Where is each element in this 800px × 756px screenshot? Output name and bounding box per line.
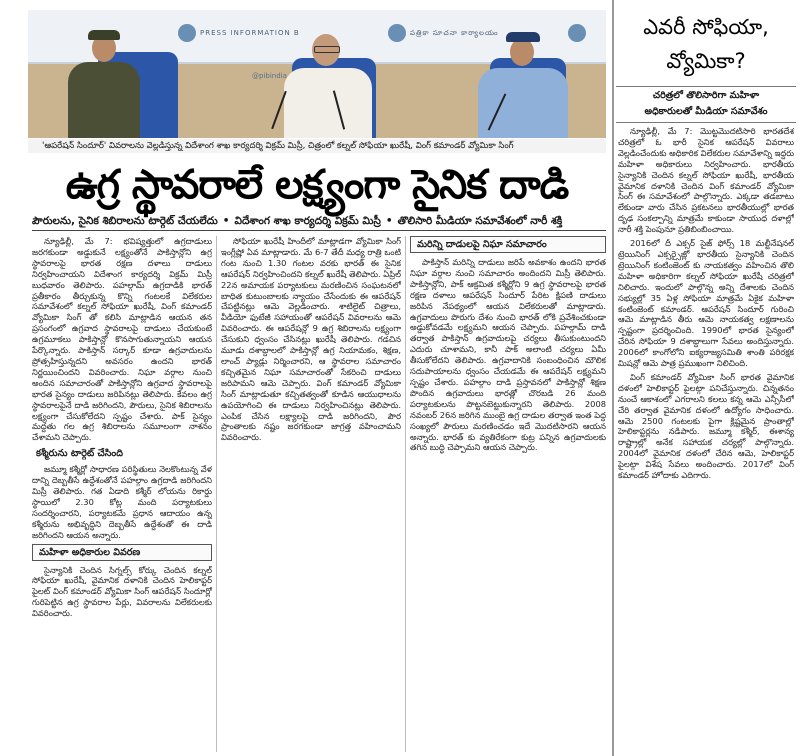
subline-part1: పౌరులను, సైనిక శిబిరాలను టార్గెట్ చేయలేదు — [32, 215, 218, 227]
photo-caption: 'ఆపరేషన్ సిందూర్' వివరాలను వెల్లడిస్తున్న విదేశాంగ శాఖ కార్యదర్శి విక్రమ్ మిస్రీ, చిత్రంలో కల్నల్ సోఫియా ఖురేషీ, వింగ్ కమాండర్ వ్యోమికా సింగ్ — [28, 139, 606, 153]
paragraph: న్యూఢిల్లీ, మే 7: మొట్టమొదటిసారి భారతదేశ చరిత్రలో ఓ భారీ సైనిక ఆపరేషన్ వివరాలు వెల్లడించేందుకు అధికారిక విలేకరుల సమావేశాన్ని ఇద్దరు మహిళా అధికారులు నిర్వహించారు. భారతీయ సైన్యానికి చెందిన కల్నల్ సోఫియా ఖురేషీ, భారతీయ వైమానిక దళానికి చెందిన వింగ్ కమాండర్ వ్యోమికా సింగ్ ఈ సమావేశంలో పాల్గొన్నారు. ఎక్కడా తడబాటు లేకుండా వారు చేసిన ప్రకటనలు భారతీయుల్లో భారత దృఢ సంకల్పాన్ని మాత్రమే కాకుండా సాయుధ దళాల్లో నారీ శక్తి పెంపునూ ప్రతిబింబించాయి. — [618, 126, 794, 235]
paragraph: సోఫియా ఖురేషీ హిందీలో మాట్లాడగా వ్యోమికా సింగ్ ఇంగ్లీష్లో ఏవ మాట్లాడారు. మే 6-7 తేదీ మధ్య రాత్రి ఒంటి గంట నుంచి 1.30 గంటల వరకు భారత్ ఈ సైనిక ఆపరేషన్ నిర్వహించిందని కల్నల్ ఖురేషీ తెలిపారు. ఏప్రిల్ 22న అమాయక పర్యాటకులు మరణించిన సంఘటనలో బాధిత కుటుంబాలకు న్యాయం చేసేందుకు ఈ ఆపరేషన్ చేపట్టినట్లు ఆమె వెల్లడించారు. శాటిలైట్ చిత్రాలు, వీడియో ఫుటేజీ సహాయంతో ఆపరేషన్ వివరాలను ఆమె వివరించారు. ఈ ఆపరేషన్లో 9 ఉగ్ర శిబిరాలను లక్ష్యంగా చేసుకుని ధ్వంసం చేసినట్లు ఖురేషీ తెలిపారు. గడచిన మూడు దశాబ్దాలలో పాకిస్తాన్లో ఉగ్ర నియామకం, శిక్షణ, లాంచ్ ప్యాడ్లు నిర్మించారని, ఆ స్థావరాల సమాచారం కచ్చితమైన నిఘా సమాచారంతో సేకరించి దాడులు జరిపామని ఆమె చెప్పారు. వింగ్ కమాండర్ వ్యోమికా సింగ్ మాట్లాడుతూ కచ్చితత్వంతో కూడిన ఆయుధాలను ఉపయోగించి ఈ దాడులు నిర్వహించినట్లు తెలిపారు. ఎంపిక చేసిన లక్ష్యాలపై దాడి జరిగిందని, పౌర ప్రాంతాలకు నష్టం జరగకుండా జాగ్రత్త వహించామని వివరించారు. — [221, 236, 401, 443]
sidebar-subtitle — [616, 86, 796, 123]
officer-sofiya — [58, 30, 148, 138]
sidebar-body — [618, 126, 794, 756]
sidebar-divider — [612, 0, 614, 756]
press-conference-photo — [28, 10, 606, 138]
article-column-2 — [221, 236, 401, 752]
section-heading: మరిన్ని దాడులపై నిఘా సమాచారం — [410, 236, 606, 253]
officer-vyomika — [468, 32, 578, 138]
article-column-3 — [410, 236, 606, 752]
hashtag-text: @pibindia — [252, 72, 287, 80]
sidebar-article — [616, 4, 796, 756]
sidebar-title-line1: ఎవరీ సోఫియా, — [643, 15, 769, 39]
headline: ఉగ్ర స్థావరాలే లక్ష్యంగా సైనిక దాడి — [65, 162, 569, 208]
subline-part3: తొలిసారి మీడియా సమావేశంలో నారీ శక్తి — [397, 215, 563, 227]
sidebar-title-line2: వ్యోమికా? — [666, 49, 746, 73]
paragraph: వింగ్ కమాండర్ వ్యోమికా సింగ్ భారత వైమానిక దళంలో హెలికాప్టర్ పైలట్గా పనిచేస్తున్నారు. చిన్నతనం నుంచే ఆకాశంలో ఎగరాలని కలలు కన్న ఆమె ఎన్సీసీలో చేరి తర్వాత వైమానిక దళంలో ఉద్యోగం సాధించారు. ఆమె 2500 గంటలకు పైగా క్లిష్టమైన ప్రాంతాల్లో హెలికాప్టర్లను నడిపారు. జమ్మూ కశ్మీర్, ఈశాన్య రాష్ట్రాల్లో అనేక సహాయక చర్యల్లో పాల్గొన్నారు. 2004లో వైమానిక దళంలో చేరిన ఆమె, హెలికాప్టర్ పైలట్గా విశేష సేవలు అందించారు. 2017లో వింగ్ కమాండర్ హోదాకు ఎదిగారు. — [618, 371, 794, 481]
paragraph: సైన్యానికి చెందిన సిగ్నల్స్ కోర్కు చెందిన కల్నల్ సోఫియా ఖురేషీ, వైమానిక దళానికి చెందిన హెలికాప్టర్ పైలట్ వింగ్ కమాండర్ వ్యోమికా సింగ్ ఆపరేషన్ సిందూర్లో గురిపెట్టిన ఉగ్ర స్థావరాల పేర్లు, వివరాలను విలేకరులకు వివరించారు. — [32, 564, 212, 619]
pib-logo-icon — [388, 24, 406, 42]
paragraph: న్యూఢిల్లీ, మే 7: భవిష్యత్తులో ఉగ్రదాడులు జరగకుండా అడ్డుకునే లక్ష్యంతోనే పాకిస్తాన్లోని ఉగ్ర స్థావరాలపై భారత రక్షణ దళాలు దాడులు నిర్వహించాయని విదేశాంగ కార్యదర్శి విక్రమ్ మిస్రీ బుధవారం తెలిపారు. పహల్గామ్ ఉగ్రదాడికి భారత్ ప్రతీకారం తీర్చుకున్న కొన్ని గంటలకే విలేకరుల సమావేశంలో కల్నల్ సోఫియా ఖురేషీ, వింగ్ కమాండర్ వ్యోమికా సింగ్ తో కలిసి మాట్లాడిన ఆయన తన ప్రసంగంలో ఉగ్రవాద స్థావరాలపై దాడులు చేయకుంటే ఉగ్రమూకలు పాకిస్తాన్లో కొనసాగుతున్నాయని ఆయన పేర్కొన్నారు. పాకిస్తాన్ సర్కార్ కూడా ఉగ్రవాదులను ప్రోత్సహిస్తున్నదని అవసరం ఉందని భారత్ నిర్ణయించిందని వివరించారు. నిఘా వర్గాల నుంచి అందిన సమాచారంతో పాకిస్తాన్లోని ఉగ్రవాద స్థావరాలపై భారత సైన్యం దాడులు జరిపినట్లు తెలిపారు. కేవలం ఉగ్ర స్థావరాలపైనే దాడి జరిగిందని, పౌరులు, సైనిక శిబిరాలను లక్ష్యంగా చేసుకోలేదని స్పష్టం చేశారు. పాక్ సైన్యం మద్దతు గల ఉగ్ర శిబిరాలను సమూలంగా నాశనం చేశామని చెప్పారు. — [32, 236, 212, 443]
sidebar-subtitle-line1: చరిత్రలో తొలిసారిగా మహిళా — [652, 90, 760, 101]
column-divider — [216, 236, 217, 752]
backdrop-text: PRESS INFORMATION B — [200, 29, 300, 37]
section-heading: మహిళా అధికారుల వివరణ — [32, 544, 212, 561]
subline-part2: విదేశాంగ శాఖ కార్యదర్శి విక్రమ్ మిస్రీ — [234, 215, 381, 227]
column-divider — [405, 236, 406, 752]
bullet-icon: • — [385, 215, 393, 227]
paragraph: జమ్మూ కశ్మీర్లో సాధారణ పరిస్థితులు నెలకొంటున్న వేళ దాన్ని దెబ్బతీసే ఉద్దేశంతోనే పహల్గాం ఉగ్రదాడి జరిగిందని మిస్రీ తెలిపారు. గత ఏడాది కశ్మీర్ లోయను రికార్డు స్థాయిలో 2.30 కోట్ల మంది పర్యాటకులు సందర్శించారని, పర్యాటకమే ప్రధాన ఆదాయం ఉన్న కశ్మీరును అభివృద్ధిని దెబ్బతీసే ఉద్దేశంతో ఈ దాడి జరిగిందని ఆయన అన్నారు. — [32, 464, 212, 540]
section-heading: కశ్మీరును టార్గెట్ చేసింది — [36, 448, 123, 460]
vikram-misri — [268, 32, 388, 138]
bullet-icon: • — [222, 215, 230, 227]
sidebar-title — [616, 10, 796, 80]
sidebar-subtitle-line2: అధికారులతో మీడియా సమావేశం — [644, 106, 768, 117]
paragraph: పాకిస్తాన్ మరిన్ని దాడులు జరిపే అవకాశం ఉందని భారత నిఘా వర్గాల నుంచి సమాచారం అందిందని మిస్రీ తెలిపారు. పాకిస్తాన్లోని, పాక్ ఆక్రమిత కశ్మీర్లోని 9 ఉగ్ర స్థావరాలపై భారత రక్షణ దళాలు ఆపరేషన్ సిందూర్ పేరిట క్షిపణి దాడులు జరిపిన నేపథ్యంలో ఆయన విలేకరులతో మాట్లాడారు. ఉగ్రవాదులు పొరుగు దేశం నుంచి భారత్ లోకి ప్రవేశించకుండా అడ్డుకోవడమే లక్ష్యమని ఆయన చెప్పారు. పహల్గామ్ దాడి తర్వాత పాకిస్తాన్ ఉగ్రవాదులపై చర్యలు తీసుకుంటుందని ఎదురు చూశామని, కానీ పాక్ అలాంటి చర్యలు ఏమీ తీసుకోలేదని తెలిపారు. ఉగ్రవాదానికి సంబంధించిన మౌలిక సదుపాయాలను ధ్వంసం చేయడమే ఈ ఆపరేషన్ లక్ష్యమని స్పష్టం చేశారు. పహల్గాం దాడి ప్రస్తావనలో పాకిస్తాన్లో శిక్షణ పొందిన ఉగ్రవాదులు భారత్లో చొరబడి 26 మంది పర్యాటకులను పొట్టనబెట్టుకున్నారని తెలిపారు. 2008 నవంబర్ 26న జరిగిన ముంబై ఉగ్ర దాడుల తర్వాత ఇంత పెద్ద సంఖ్యలో పౌరులు మరణించడం ఇదే మొదటిసారని ఆయన అన్నారు. భారత్ కు వ్యతిరేకంగా కుట్ర పన్నిన ఉగ్రవాదులకు తగిన బుద్ధి చెప్పామని ఆయన చెప్పారు. — [410, 257, 606, 453]
pib-logo-icon — [178, 24, 196, 42]
subheadline — [32, 212, 606, 231]
article-column-1 — [32, 236, 212, 752]
backdrop-text-telugu: పత్రికా సూచనా కార్యాలయం — [410, 29, 499, 37]
paragraph: 2016లో దీ ఎక్సర్ సైజ్ ఫోర్స్ 18 మల్టీనేషనల్ ట్రెయినింగ్ ఎక్సర్సైజ్లో భారతీయ సైన్యానికి చెందిన ట్రెయినింగ్ కంటింజెంట్ కు నాయకత్వం వహించిన తొలి మహిళా అధికారిగా కల్నల్ సోఫియా ఖురేషీ చరిత్రలో నిలిచారు. ఇందులో పాల్గొన్న అన్ని దేశాలకు చెందిన సభ్యుల్లో 35 ఏళ్ల సోఫియా మాత్రమే ఏకైక మహిళా కంటింజెంట్ కమాండర్. ఆపరేషన్ సిందూర్ గురించి ఆమె మాట్లాడిన తీరు ఆమె నాయకత్వ లక్షణాలను స్పష్టంగా ప్రదర్శించింది. 1990లో భారత సైన్యంలో చేరిన సోఫియా 9 దశాబ్దాలుగా సేవలు అందిస్తున్నారు. 2006లో కాంగోలోని ఐక్యరాజ్యసమితి శాంతి పరిరక్షక మిషన్లో ఆమె పాత్ర ప్రముఖంగా నిలిచింది. — [618, 238, 794, 369]
